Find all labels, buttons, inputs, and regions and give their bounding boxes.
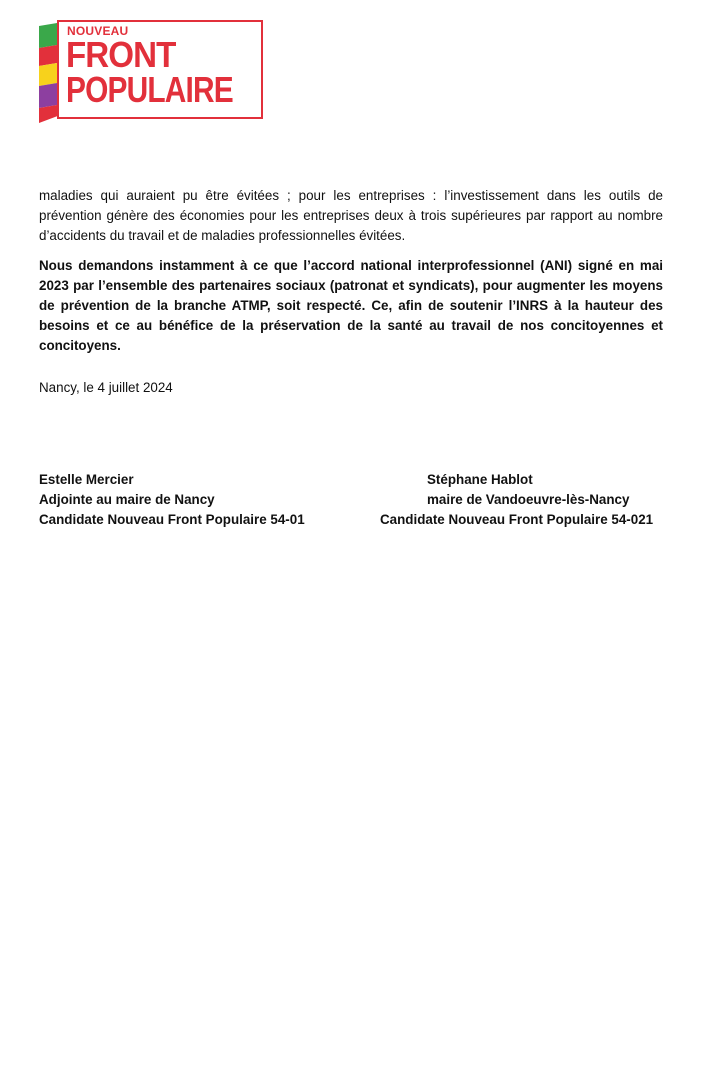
logo-text-populaire: POPULAIRE xyxy=(66,69,233,110)
signature-right xyxy=(380,470,652,530)
signature-left-role: Adjointe au maire de Nancy xyxy=(39,492,215,507)
logo-text-front: FRONT xyxy=(66,34,176,75)
logo-text-nouveau: NOUVEAU xyxy=(67,24,129,38)
signature-right-name: Stéphane Hablot xyxy=(427,472,533,487)
signature-right-role: maire de Vandoeuvre-lès-Nancy xyxy=(427,492,630,507)
body-paragraph-2-bold: Nous demandons instamment à ce que l’accord national interprofessionnel (ANI) signé en mai 2023 par l’ensemble des partenaires sociaux (patronat et syndicats), pour augmenter les moyens de prévention de la branche ATMP, soit respecté. Ce, afin de soutenir l’INRS à la hauteur des besoins et ce au bénéfice de la préservation de la santé au travail de nos concitoyennes et concitoyens. xyxy=(39,258,663,353)
signature-left-candidacy: Candidate Nouveau Front Populaire 54-01 xyxy=(39,512,305,527)
body-paragraph-1: maladies qui auraient pu être évitées ; pour les entreprises : l’investissement dans les outils de prévention génère des économies pour les entreprises deux à trois supérieures par rapport au nombre d’accidents du travail et de maladies professionnelles évitées. xyxy=(39,188,663,243)
signature-left xyxy=(39,470,305,530)
nfp-logo xyxy=(39,20,261,123)
signature-left-name: Estelle Mercier xyxy=(39,472,134,487)
date-line: Nancy, le 4 juillet 2024 xyxy=(39,380,173,395)
signature-right-candidacy: Candidate Nouveau Front Populaire 54-021 xyxy=(380,512,654,527)
